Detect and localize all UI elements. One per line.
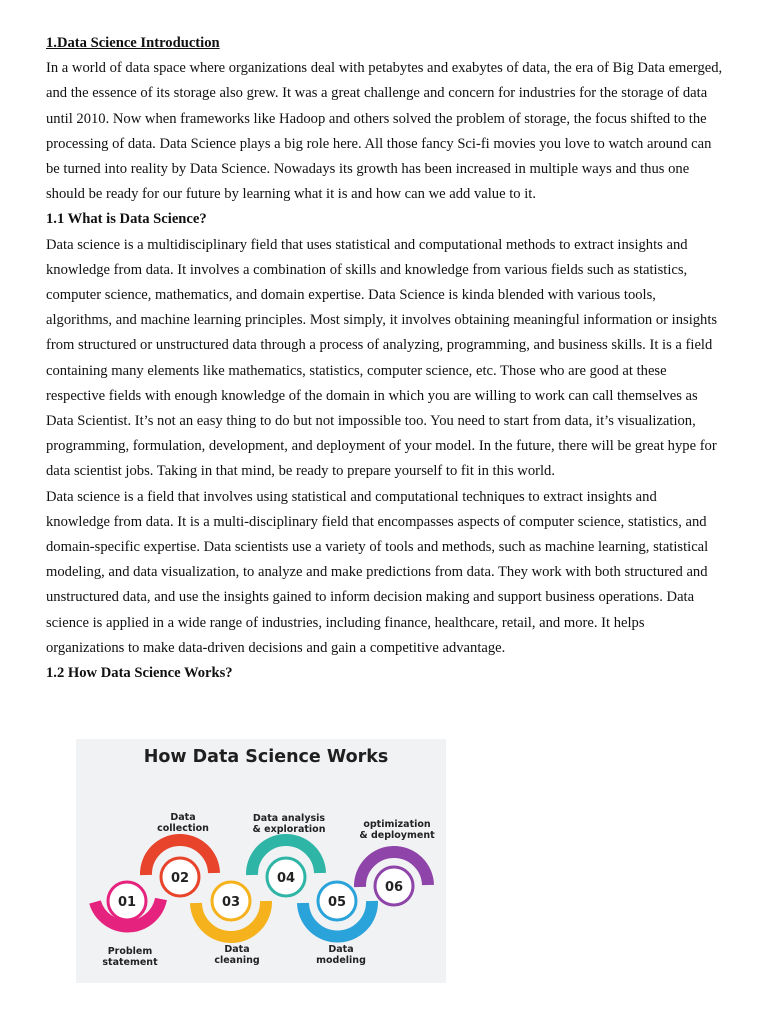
step-04-label-line2: & exploration — [252, 824, 326, 835]
process-diagram — [76, 739, 446, 983]
step-03-label-line1: Data — [224, 944, 250, 955]
step-06 — [375, 867, 413, 905]
document-body — [46, 31, 724, 686]
step-02-label-line2: collection — [157, 823, 209, 834]
step-03-number: 03 — [221, 895, 241, 910]
step-02 — [161, 858, 199, 896]
how-data-science-works-figure — [76, 739, 446, 983]
step-04 — [267, 858, 305, 896]
what-is-paragraph-1: Data science is a multidisciplinary field that uses statistical and computational methods to extract insights and knowledge from data. It involves a combination of skills and knowledge from various fields such as statistics, computer science, mathematics, and domain expertise. Data Science is kinda blended with various tools, algorithms, and machine learning principles. Most simply, it involves obtaining meaningful information or insights from structured or unstructured data through a process of analyzing, programming, and business skills. It is a field containing many elements like mathematics, statistics, computer science, etc. Those who are good at these respective fields with enough knowledge of the domain in which you are willing to work can call themselves as Data Scientist. It’s not an easy thing to do but not impossible too. You need to start from data, it’s visualization, programming, formulation, development, and deployment of your model. In the future, there will be great hype for data scientist jobs. Taking in that mind, be ready to prepare yourself to fit in this world. — [46, 236, 718, 480]
step-01 — [108, 882, 146, 920]
step-06-number: 06 — [384, 880, 404, 895]
step-03 — [212, 882, 250, 920]
step-05-label-line2: modeling — [316, 955, 366, 966]
step-01-number: 01 — [117, 895, 137, 910]
what-is-paragraph-2: Data science is a field that involves using statistical and computational techniques to extract insights and knowledge from data. It is a multi-disciplinary field that encompasses aspects of computer science, statistics, and domain-specific expertise. Data scientists use a variety of tools and methods, such as machine learning, statistical modeling, and data visualization, to analyze and make predictions from data. They work with both structured and unstructured data, and use the insights gained to inform decision making and support business operations. Data science is applied in a wide range of industries, including finance, healthcare, retail, and more. It helps organizations to make data-driven decisions and gain a competitive advantage. — [46, 488, 709, 656]
step-01-label-line2: statement — [102, 957, 158, 968]
figure-title: How Data Science Works — [143, 747, 389, 767]
section-heading-what-is: 1.1 What is Data Science? — [46, 211, 207, 228]
step-02-label-line1: Data — [170, 812, 196, 823]
step-06-label-line2: & deployment — [359, 830, 435, 841]
step-03-label-line2: cleaning — [214, 955, 260, 966]
intro-paragraph: In a world of data space where organizations deal with petabytes and exabytes of data, the era of Big Data emerged, and the essence of its storage also grew. It was a great challenge and concern for industries for the storage of data until 2010. Now when frameworks like Hadoop and others solved the problem of storage, the focus shifted to the processing of data. Data Science plays a big role here. All those fancy Sci-fi movies you love to watch around can be turned into reality by Data Science. Nowadays its growth has been increased in multiple ways and thus one should be ready for our future by learning what it is and how can we add value to it. — [46, 60, 723, 203]
step-05-label-line1: Data — [328, 944, 354, 955]
step-02-number: 02 — [170, 871, 190, 886]
step-05 — [318, 882, 356, 920]
step-06-label-line1: optimization — [363, 819, 431, 830]
section-heading-intro: 1.Data Science Introduction — [46, 35, 220, 51]
section-heading-how-works: 1.2 How Data Science Works? — [46, 665, 233, 682]
step-04-number: 04 — [276, 871, 296, 886]
step-04-label-line1: Data analysis — [252, 813, 326, 824]
step-01-label-line1: Problem — [107, 946, 153, 957]
step-05-number: 05 — [327, 895, 347, 910]
